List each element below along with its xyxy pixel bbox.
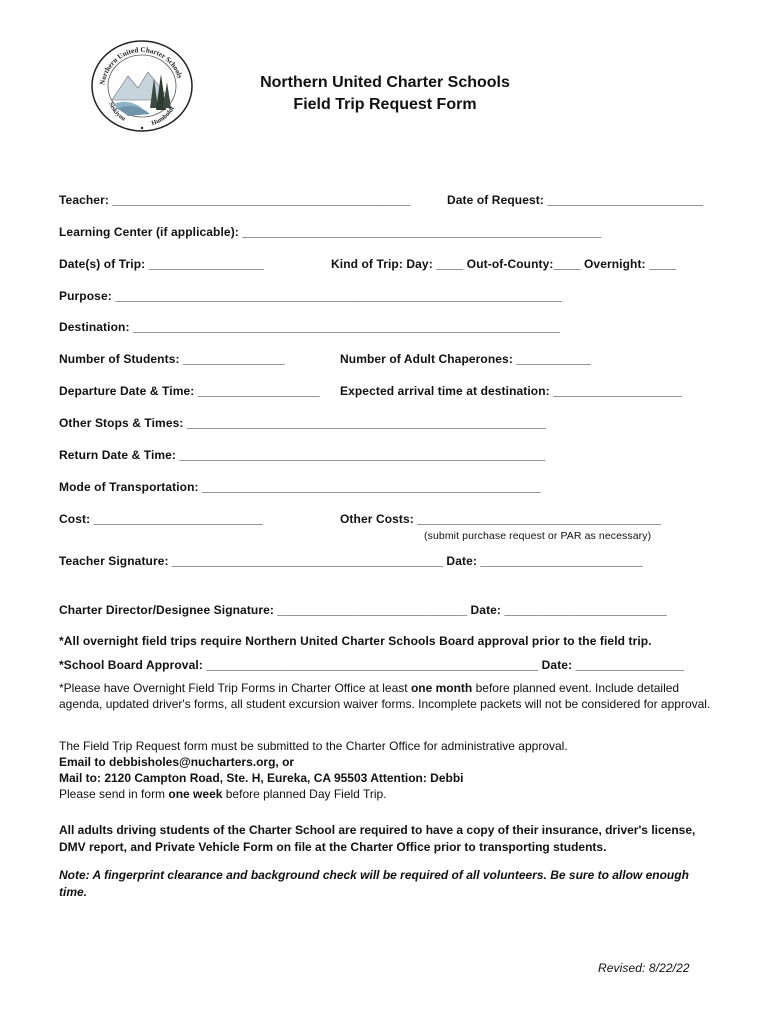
drivers-requirement-note: All adults driving students of the Charter School are required to have a copy of their insurance, driver's license, DMV report, and Private Vehicle Form on file at the Charter Office prior to transporting students.	[59, 823, 696, 854]
school-name-heading: Northern United Charter Schools	[260, 74, 510, 91]
destination-field: Destination: _______________________________________________________________	[59, 320, 560, 334]
logo-ring-text-right: Humboldt	[150, 105, 177, 128]
teacher-field: Teacher: ____________________________________________	[59, 193, 411, 207]
teacher-signature-field: Teacher Signature: ________________________________________ Date: ________________________	[59, 554, 643, 568]
form-title: Field Trip Request Form	[293, 96, 477, 113]
overnight-forms-note	[59, 680, 719, 712]
send-line	[59, 786, 719, 802]
logo-ring-text-top: Northern United Charter Schools	[98, 45, 184, 86]
overnight-forms-emphasis: one month	[410, 681, 473, 695]
overnight-forms-text: *Please have Overnight Field Trip Forms in Charter Office at least	[59, 681, 411, 695]
departure-field: Departure Date & Time: __________________	[59, 384, 320, 398]
learning-center-field: Learning Center (if applicable): _____________________________________________________	[59, 225, 602, 239]
transportation-field: Mode of Transportation: __________________________________________________	[59, 480, 541, 494]
return-field: Return Date & Time: ______________________________________________________	[59, 448, 546, 462]
overnight-approval-note: *All overnight field trips require Northern United Charter Schools Board approval prior to the field trip.	[59, 634, 652, 648]
revision-date: Revised: 8/22/22	[598, 961, 690, 975]
overnight-forms-text-end: before planned event. Include detailed agenda, updated driver's forms, all student excursion waiver forms. Incomplete packets will not be considered for approval.	[59, 681, 711, 711]
purpose-field: Purpose: __________________________________________________________________	[59, 289, 563, 303]
other-costs-note: (submit purchase request or PAR as necessary)	[424, 530, 652, 542]
dates-of-trip-field: Date(s) of Trip: _________________	[59, 257, 264, 271]
other-costs-field: Other Costs: ____________________________________	[340, 512, 662, 526]
cost-field: Cost: _________________________	[59, 512, 263, 526]
other-stops-field: Other Stops & Times: _____________________________________________________	[59, 416, 546, 430]
number-of-students-field: Number of Students: _______________	[59, 352, 285, 366]
kind-of-trip-field: Kind of Trip: Day: ____ Out-of-County:____ Overnight: ____	[331, 257, 677, 271]
date-of-request-field: Date of Request: _______________________	[447, 193, 704, 207]
mail-line: Mail to: 2120 Campton Road, Ste. H, Eureka, CA 95503 Attention: Debbi	[59, 771, 464, 785]
fingerprint-note: Note: A fingerprint clearance and background check will be required of all volunteers. Be sure to allow enough time.	[59, 868, 689, 899]
send-text: Please send in form	[59, 787, 169, 801]
email-line: Email to debbisholes@nucharters.org, or	[59, 755, 295, 769]
number-of-chaperones-field: Number of Adult Chaperones: ___________	[340, 352, 591, 366]
send-emphasis: one week	[168, 787, 223, 801]
logo-ring-text-left: Siskiyou	[107, 101, 127, 123]
submission-instructions	[59, 738, 719, 802]
board-approval-field: *School Board Approval: _________________________________________________ Date: ________________	[59, 658, 684, 672]
arrival-field: Expected arrival time at destination: ___________________	[340, 384, 682, 398]
send-text-end: before planned Day Field Trip.	[222, 787, 387, 801]
submit-line: The Field Trip Request form must be submitted to the Charter Office for administrative approval.	[59, 739, 568, 753]
director-signature-field: Charter Director/Designee Signature: ____________________________ Date: ________________________	[59, 603, 668, 617]
